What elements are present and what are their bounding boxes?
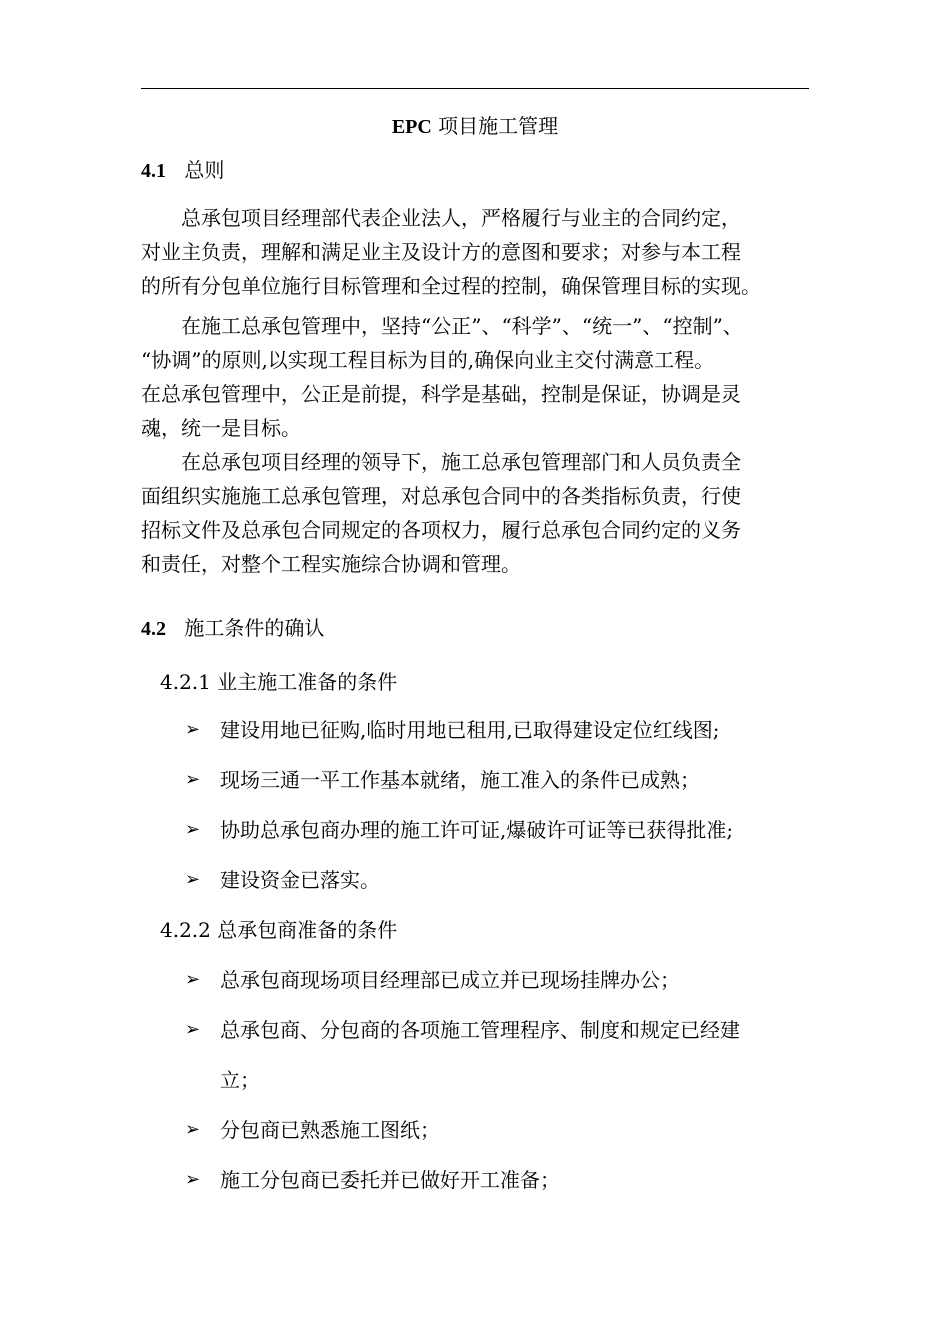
- paragraph-2-line: 在施工总承包管理中，坚持“公正”、“科学”、“统一”、“控制”、: [141, 314, 743, 338]
- list-item: 建设用地已征购,临时用地已租用,已取得建设定位红线图;: [220, 718, 720, 742]
- subsection-heading-4-2-1: 4.2.1 业主施工准备的条件: [160, 670, 398, 694]
- list-item: 协助总承包商办理的施工许可证,爆破许可证等已获得批准;: [220, 818, 734, 842]
- paragraph-2-line: 魂，统一是目标。: [141, 416, 301, 440]
- list-item: 施工分包商已委托并已做好开工准备；: [220, 1168, 560, 1192]
- list-item: 总承包商、分包商的各项施工管理程序、制度和规定已经建: [220, 1018, 740, 1042]
- section-label: 施工条件的确认: [184, 616, 325, 640]
- paragraph-2-line: “协调”的原则,以实现工程目标为目的,确保向业主交付满意工程。: [141, 348, 715, 372]
- arrowhead-bullet-icon: ➢: [185, 869, 201, 890]
- paragraph-1-line: 的所有分包单位施行目标管理和全过程的控制，确保管理目标的实现。: [141, 274, 761, 298]
- arrowhead-bullet-icon: ➢: [185, 719, 201, 740]
- arrowhead-bullet-icon: ➢: [185, 769, 201, 790]
- arrowhead-bullet-icon: ➢: [185, 819, 201, 840]
- section-heading-4-2: [141, 614, 324, 643]
- section-heading-4-1: [141, 156, 224, 185]
- list-item: 总承包商现场项目经理部已成立并已现场挂牌办公；: [220, 968, 680, 992]
- paragraph-3-line: 在总承包项目经理的领导下，施工总承包管理部门和人员负责全: [141, 450, 741, 474]
- header-rule: [141, 88, 809, 89]
- section-number: 4.1: [141, 160, 166, 182]
- paragraph-3-line: 面组织实施施工总承包管理，对总承包合同中的各类指标负责，行使: [141, 484, 741, 508]
- arrowhead-bullet-icon: ➢: [185, 969, 201, 990]
- section-label: 总则: [184, 158, 225, 182]
- paragraph-3-line: 招标文件及总承包合同规定的各项权力，履行总承包合同约定的义务: [141, 518, 741, 542]
- paragraph-1-line: 对业主负责，理解和满足业主及设计方的意图和要求；对参与本工程: [141, 240, 741, 264]
- list-item-continuation: 立；: [220, 1068, 260, 1092]
- list-item: 分包商已熟悉施工图纸；: [220, 1118, 440, 1142]
- list-item: 现场三通一平工作基本就绪，施工准入的条件已成熟；: [220, 768, 700, 792]
- section-number: 4.2: [141, 618, 166, 640]
- subsection-heading-4-2-2: 4.2.2 总承包商准备的条件: [160, 918, 398, 942]
- arrowhead-bullet-icon: ➢: [185, 1169, 201, 1190]
- arrowhead-bullet-icon: ➢: [185, 1019, 201, 1040]
- paragraph-2-line: 在总承包管理中，公正是前提，科学是基础，控制是保证，协调是灵: [141, 382, 741, 406]
- paragraph-3-line: 和责任，对整个工程实施综合协调和管理。: [141, 552, 521, 576]
- document-title: [141, 112, 809, 141]
- arrowhead-bullet-icon: ➢: [185, 1119, 201, 1140]
- list-item: 建设资金已落实。: [220, 868, 380, 892]
- title-prefix: EPC: [391, 116, 432, 138]
- paragraph-1-line: 总承包项目经理部代表企业法人，严格履行与业主的合同约定，: [141, 206, 741, 230]
- title-text: 项目施工管理: [438, 114, 559, 138]
